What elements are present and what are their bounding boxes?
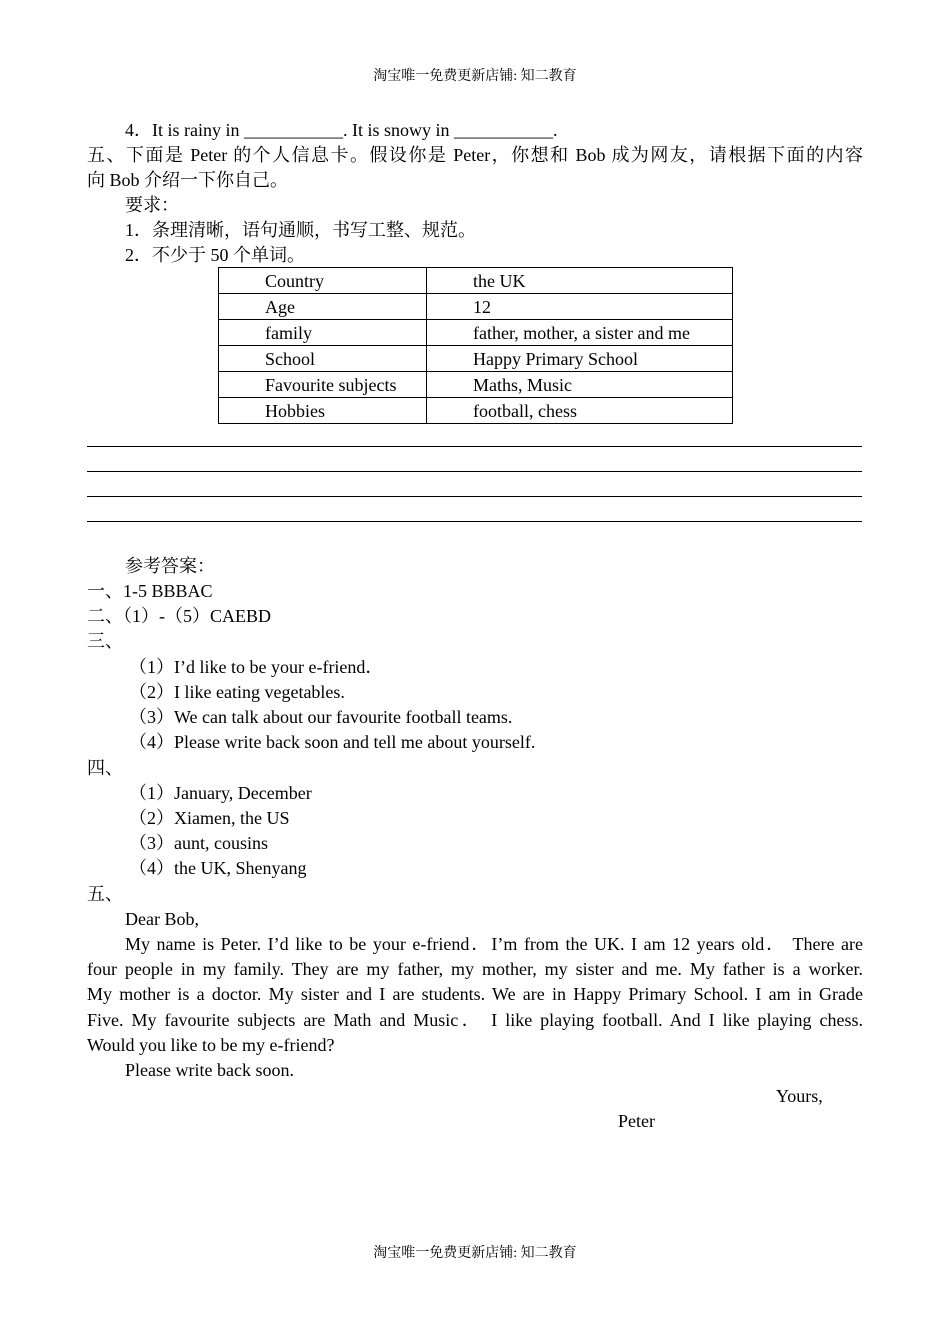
table-key: Country — [219, 268, 427, 294]
writing-line — [87, 496, 862, 497]
table-value: Maths, Music — [427, 372, 733, 398]
letter-line: My mother is a doctor. My sister and I are students. We are in Happy Primary School. I am in Grade — [87, 984, 863, 1004]
letter-line: Would you like to be my e-friend? — [87, 1035, 335, 1055]
answer-4-item: （3）aunt, cousins — [129, 833, 268, 853]
writing-line — [87, 446, 862, 447]
answer-4-item: （2）Xiamen, the US — [129, 808, 290, 828]
page-header: 淘宝唯一免费更新店铺: 知二教育 — [373, 69, 577, 84]
letter-signature: Peter — [618, 1111, 655, 1131]
section-5-instruction-line-1: 五、下面是 Peter 的个人信息卡。假设你是 Peter，你想和 Bob 成为网友，请根据下面的内容 — [87, 145, 863, 165]
answer-section-3-label: 三、 — [87, 631, 123, 651]
writing-line — [87, 521, 862, 522]
letter-greeting: Dear Bob, — [125, 909, 199, 929]
table-key: Hobbies — [219, 398, 427, 424]
table-value: Happy Primary School — [427, 346, 733, 372]
letter-sign-off: Yours, — [776, 1086, 823, 1106]
answer-3-item: （2）I like eating vegetables. — [129, 682, 345, 702]
requirement-2: 2．不少于 50 个单词。 — [125, 245, 305, 265]
table-key: Age — [219, 294, 427, 320]
table-key: School — [219, 346, 427, 372]
letter-closing: Please write back soon. — [125, 1060, 294, 1080]
letter-line: Five. My favourite subjects are Math and Music． I like playing football. And I like playing chess. — [87, 1010, 863, 1030]
table-row — [219, 294, 733, 320]
table-row — [219, 268, 733, 294]
table-key: family — [219, 320, 427, 346]
table-row — [219, 398, 733, 424]
table-key: Favourite subjects — [219, 372, 427, 398]
requirements-title: 要求： — [125, 195, 179, 215]
question-4: 4．It is rainy in ___________. It is snowy in ___________. — [125, 120, 558, 140]
table-row — [219, 372, 733, 398]
requirement-1: 1．条理清晰，语句通顺，书写工整、规范。 — [125, 220, 476, 240]
writing-line — [87, 471, 862, 472]
answer-4-item: （4）the UK, Shenyang — [129, 858, 307, 878]
table-row — [219, 346, 733, 372]
answer-section-4-label: 四、 — [87, 758, 123, 778]
table-value: football, chess — [427, 398, 733, 424]
section-5-instruction-line-2: 向 Bob 介绍一下你自己。 — [87, 170, 289, 190]
page-footer: 淘宝唯一免费更新店铺: 知二教育 — [373, 1246, 577, 1261]
answer-3-item: （4）Please write back soon and tell me about yourself. — [129, 732, 536, 752]
answers-title: 参考答案： — [125, 556, 215, 576]
table-row — [219, 320, 733, 346]
table-value: father, mother, a sister and me — [427, 320, 733, 346]
personal-info-table — [218, 267, 733, 424]
answer-section-5-label: 五、 — [87, 884, 123, 904]
letter-line: four people in my family. They are my father, my mother, my sister and me. My father is a worker. — [87, 959, 863, 979]
answer-4-item: （1）January, December — [129, 783, 312, 803]
answer-3-item: （1）I’d like to be your e-friend． — [129, 657, 384, 677]
letter-line: My name is Peter. I’d like to be your e-friend．I’m from the UK. I am 12 years old． There are — [125, 934, 863, 954]
answer-section-2: 二、（1）-（5）CAEBD — [87, 606, 271, 626]
answer-3-item: （3）We can talk about our favourite football teams. — [129, 707, 513, 727]
table-value: the UK — [427, 268, 733, 294]
answer-section-1: 一、1-5 BBBAC — [87, 581, 213, 601]
table-value: 12 — [427, 294, 733, 320]
